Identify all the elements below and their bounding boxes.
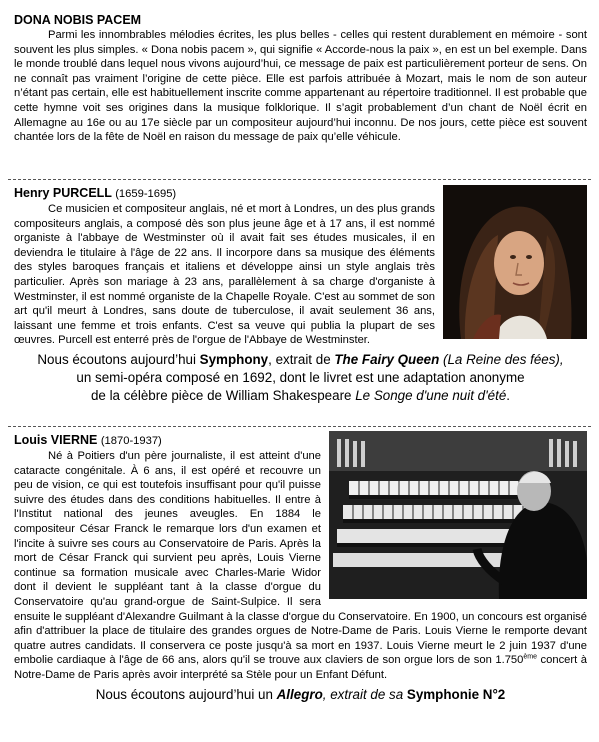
biography-text-b: concert à Notre-Dame de Paris après avoir interprété sa Stèle pour un Enfant Défunt. xyxy=(14,654,587,681)
purcell-portrait-image xyxy=(443,185,587,339)
section-title: DONA NOBIS PACEM xyxy=(14,13,142,27)
symphony-title: Symphonie N°2 xyxy=(406,686,506,702)
line3-suffix: . xyxy=(506,387,511,403)
listening-line-3 xyxy=(14,387,587,405)
separator xyxy=(8,426,591,427)
composer-name: Henry PURCELL xyxy=(14,186,112,200)
section-vierne xyxy=(14,432,587,704)
separator xyxy=(8,179,591,180)
listen-prefix: Nous écoutons aujourd’hui un xyxy=(95,686,277,702)
listening-line-1 xyxy=(14,351,587,369)
vierne-organ-photo xyxy=(329,431,587,599)
listen-prefix: Nous écoutons aujourd’hui xyxy=(37,351,200,367)
biography-text-a: Né à Poitiers d'un père journaliste, il est atteint d'une cataracte congénitale. À 6 ans, il est opéré et recouvre un peu de vision, ce qui est toutefois insuffisant pour qu'il puisse suivre des études dans des conditions habituelles. Il entre à l'Institut national des jeunes aveugles. En 1884 le compositeur César Franck le remarque lors d'un examen et l'incite à suivre ses cours au Conservatoire de Paris. Après la mort de César Franck qui survient peu après, Louis Vierne continue sa formation musicale avec Charles-Marie Widor dont il devient le suppléant tant à la classe d'orgue du Conservatoire qu'au grand-orgue de Saint-Sulpice. Il sera ensuite le suppléant d'Alexandre Guilmant à la classe d'orgue du Conservatoire. En 1900, un concours est organisé afin d'attribuer la place de titulaire des grandes orgues de Notre-Dame de Paris. Louis Vierne le remporte devant quatre autres candidats. Il conservera ce poste jusqu'à sa mort en 1937. Louis Vierne meurt le 2 juin 1937 d'une embolie cardiaque à l'âge de 66 ans, alors qu'il se trouve aux claviers de son orgue lors de son 1.750 xyxy=(14,450,587,667)
listening-line-2: un semi-opéra composé en 1692, dont le livret est une adaptation anonyme xyxy=(76,369,525,385)
composer-dates: (1870-1937) xyxy=(100,435,162,447)
composer-name: Louis VIERNE xyxy=(14,433,98,447)
play-title: Le Songe d'une nuit d'été xyxy=(355,387,507,403)
section-purcell xyxy=(14,185,587,405)
portrait-illustration xyxy=(443,185,587,339)
composer-dates: (1659-1695) xyxy=(115,188,177,200)
listen-mid: , extrait de sa xyxy=(322,686,407,702)
organ-illustration xyxy=(329,431,587,599)
ordinal-superscript: ème xyxy=(523,653,537,661)
listen-mid: , extrait de xyxy=(268,351,335,367)
biography-paragraph: Ce musicien et compositeur anglais, né et mort à Londres, un des plus grands compositeurs anglais, a composé dès son plus jeune âge et à 17 ans, il est nommé organiste à l'abbaye de Westminster où il avait fait ses études musicales, il en deviendra le titulaire à l'âge de 22 ans. Il incorpore dans sa musique des éléments des styles baroques français et italiens et développe ainsi un style anglais très particulier. Après son mariage à 23 ans, parallèlement à sa charge d'organiste à Westminster, il est nommé organiste de la Chapelle Royale. C'est au sommet de son art qu'il meurt à Londres, sans doute de tuberculose, il avait seulement 36 ans, laissant une femme et trois enfants. C'est sa veuve qui publia la plupart de ses œuvres. Purcell est enterré près de l'orgue de l'Abbaye de Westminster. xyxy=(14,203,435,347)
opera-translation: (La Reine des fées), xyxy=(439,351,564,367)
work-title: Symphony xyxy=(199,351,269,367)
listening-note xyxy=(14,686,587,704)
listening-note xyxy=(14,351,587,405)
section-dona-nobis-pacem xyxy=(14,12,587,145)
section-paragraph: Parmi les innombrables mélodies écrites, les plus belles - celles qui restent durablement en mémoire - sont souvent les plus simples. « Dona nobis pacem », qui signifie « Accorde-nous la paix », en est un bel exemple. Dans le monde troublé dans lequel nous vivons aujourd’hui, ce message de paix est particulièrement porteur de sens. On ne connaît pas vraiment l’origine de cette pièce. Elle est parfois attribuée à Mozart, mais le nom de son auteur n’étant pas certain, elle est habituellement inscrite comme appartenant au répertoire traditionnel. Il est probable que cette hymne voit ses origines dans la musique folklorique. Il s’agit probablement d’un chant de Noël écrit en Allemagne au 16e ou au 17e siècle par un compositeur aujourd’hui inconnu. De nos jours, cette pièce est souvent chantée lors de la fête de Noël en raison du message de paix qu’elle véhicule. xyxy=(14,29,587,144)
line3-prefix: de la célèbre pièce de William Shakespeare xyxy=(90,387,356,403)
work-title: Allegro xyxy=(276,686,323,702)
opera-title: The Fairy Queen xyxy=(334,351,440,367)
